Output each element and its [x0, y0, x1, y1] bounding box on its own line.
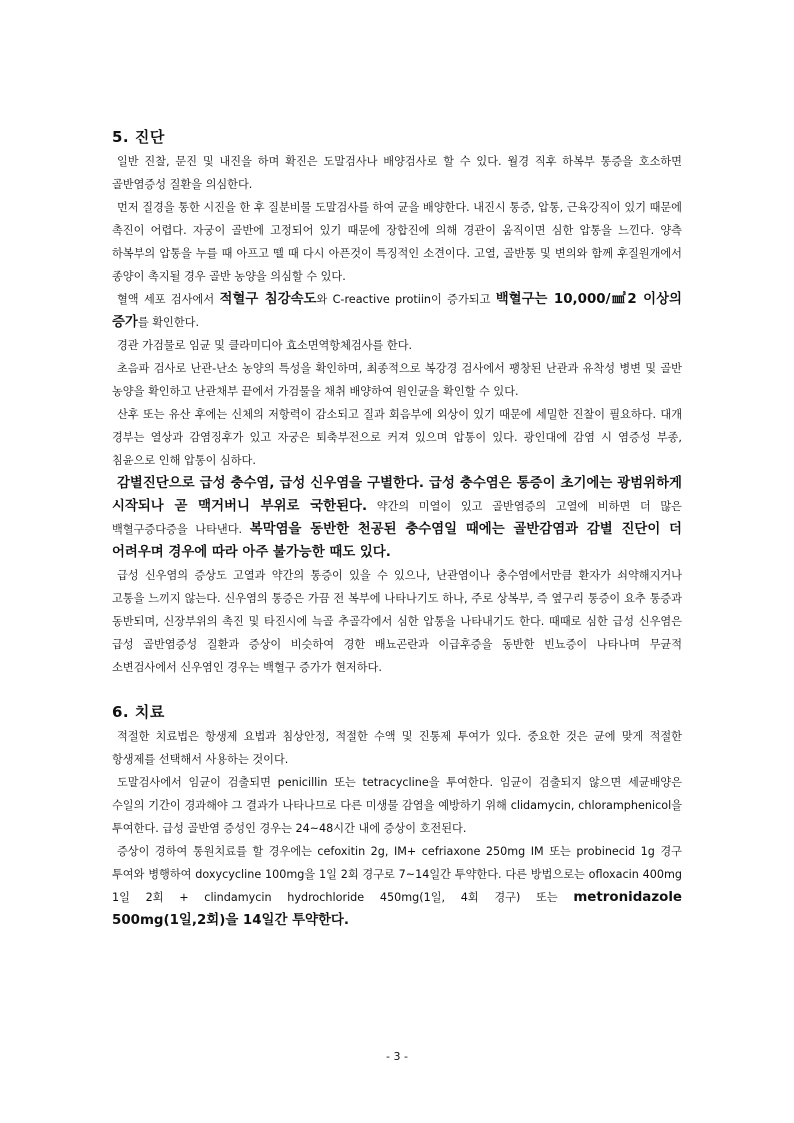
- text-run: 를 확인한다.: [137, 316, 200, 329]
- emphasis-text: 감별진단으로 급성 충수염, 급성 신우염을 구별한다. 급성 충수염은 통증이 초기에는 광범위하게 시작되나 곧 맥거버니 부위로 국한된다.: [112, 476, 682, 514]
- text-run: 증상이 경하여 통원치료를 할 경우에는 cefoxitin 2g, IM+ cefriaxone 250mg IM 또는 probinecid 1g 경구 투여와 병행하여 doxycycline 100mg을 1일 2회 경구로 7~14일간 투약한다. 다른 방법으로는 ofloxacin 400mg 1일 2회 + clindamycin hydrochloride 450mg(1일, 4회 경구) 또는: [112, 845, 682, 904]
- section-5-paragraph-5: 초음파 검사로 난관-난소 농양의 특성을 확인하며, 최종적으로 복강경 검사에서 팽창된 난관과 유착성 병변 및 골반 농양을 확인하고 난관채부 끝에서 가검물을 채취 배양하여 원인균을 확인할 수 있다.: [112, 362, 682, 398]
- section-6-heading: 6. 치료: [112, 703, 165, 721]
- emphasis-text: 적혈구 침강속도: [219, 292, 317, 307]
- section-5-paragraph-6: 산후 또는 유산 후에는 신체의 저항력이 감소되고 질과 회음부에 외상이 있기 때문에 세밀한 진찰이 필요하다. 대개 경부는 열상과 감염징후가 있고 자궁은 퇴축부전으로 커져 있으며 압통이 있다. 광인대에 감염 시 염증성 부종, 침윤으로 인해 압통이 심하다.: [112, 408, 682, 467]
- text-run: 혈액 세포 검사에서: [117, 293, 220, 306]
- section-5-paragraph-2: 먼저 질경을 통한 시진을 한 후 질분비물 도말검사를 하여 균을 배양한다. 내진시 통증, 압통, 근육강직이 있기 때문에 촉진이 어렵다. 자궁이 골반에 고정되어 있기 때문에 장합진에 의해 경관이 움직이면 심한 압통을 느낀다. 양측 하복부의 압통을 누를 때 아프고 뗄 때 다시 아픈것이 특징적인 소견이다. 고열, 골반통 및 변의와 함께 후질원개에서 종양이 촉지될 경우 골반 농양을 의심할 수 있다.: [112, 201, 682, 283]
- section-5-paragraph-1: 일반 진찰, 문진 및 내진을 하며 확진은 도말검사나 배양검사로 할 수 있다. 월경 직후 하복부 통증을 호소하면 골반염증성 질환을 의심한다.: [112, 155, 682, 191]
- section-5-paragraph-7: [112, 472, 682, 564]
- section-5-heading: 5. 진단: [112, 128, 165, 146]
- section-5-paragraph-3: [112, 288, 682, 334]
- emphasis-text: 복막염을 동반한 천공된 충수염일 때에는 골반감염과 감별 진단이 더 어려우며 경우에 따라 아주 불가능한 때도 있다.: [112, 522, 682, 560]
- section-6-paragraph-2: 도말검사에서 임균이 검출되면 penicillin 또는 tetracycline을 투여한다. 임균이 검출되지 않으면 세균배양은 수일의 기간이 경과해야 그 결과가 나타나므로 다른 미생물 감염을 예방하기 위해 clidamycin, chloramphenicol을 투여한다. 급성 골반염 증성인 경우는 24~48시간 내에 증상이 호전된다.: [112, 776, 682, 835]
- text-run: 와 C-reactive protiin이 증가되고: [316, 293, 496, 306]
- emphasis-text: 백혈구는 10,000/㎣2 이상의 증가: [112, 292, 682, 330]
- emphasis-text: metronidazole 500mg(1일,2회)을 14일간 투약한다.: [112, 890, 682, 928]
- section-5-paragraph-4: 경관 가검물로 임균 및 클라미디아 효소면역항체검사를 한다.: [117, 339, 413, 352]
- document-page: [112, 126, 682, 932]
- section-5-paragraph-8: 급성 신우염의 증상도 고열과 약간의 통증이 있을 수 있으나, 난관염이나 충수염에서만큼 환자가 쇠약해지거나 고통을 느끼지 않는다. 신우염의 통증은 가끔 전 복부에 나타나기도 하나, 주로 상복부, 즉 옆구리 통증이 요추 통증과 동반되며, 신장부위의 촉진 및 타진시에 늑골 추골각에서 심한 압통을 나타내기도 한다. 때때로 심한 급성 신우염은 급성 골반염증성 질환과 증상이 비슷하여 경한 배뇨곤란과 이급후증을 동반한 빈뇨증이 나타나며 무균적 소변검사에서 신우염인 경우는 백혈구 증가가 현저하다.: [112, 569, 682, 674]
- page-number: - 3 -: [386, 1050, 408, 1063]
- section-6-paragraph-1: 적절한 치료법은 항생제 요법과 침상안정, 적절한 수액 및 진통제 투여가 있다. 중요한 것은 균에 맞게 적절한 항생제를 선택해서 사용하는 것이다.: [112, 730, 682, 766]
- section-6-paragraph-3: [112, 840, 682, 932]
- text-run: 약간의 미열이 있고 골반염증의 고열에 비하면 더 많은 백혈구증다증을 나타낸다.: [112, 500, 682, 536]
